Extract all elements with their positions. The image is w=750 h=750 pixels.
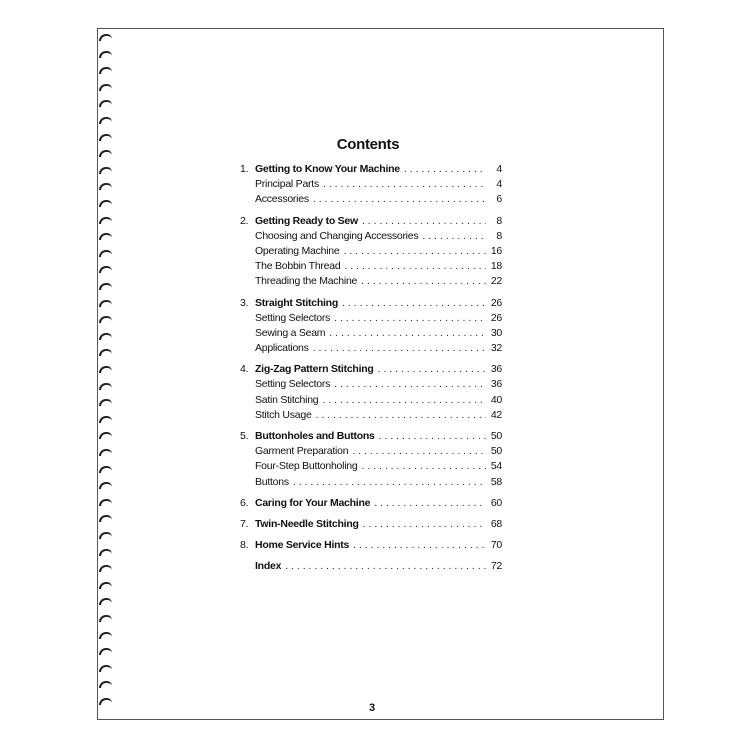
toc-section [240, 363, 502, 424]
entry-page: 40 [490, 393, 502, 406]
section-page: 68 [490, 517, 502, 530]
toc-entry [240, 460, 502, 475]
section-title: Buttonholes and Buttons [255, 430, 375, 442]
binding-ring [99, 681, 112, 688]
toc-section-heading [240, 163, 502, 178]
binding-ring [99, 349, 112, 356]
dot-leader [404, 163, 486, 175]
dot-leader [342, 297, 486, 309]
page-title: Contents [336, 136, 400, 153]
binding-ring [99, 582, 112, 589]
binding-ring [99, 366, 112, 373]
entry-title: The Bobbin Thread [255, 260, 341, 273]
entry-title: Buttons [255, 475, 289, 488]
toc-entry [240, 327, 502, 342]
page-number: 3 [368, 702, 376, 714]
section-title: Index [255, 560, 282, 573]
dot-leader [293, 476, 486, 488]
binding-ring [99, 316, 112, 323]
binding-ring [99, 665, 112, 672]
section-title: Getting to Know Your Machine [255, 163, 400, 175]
toc-section-heading [240, 518, 502, 533]
entry-title: Stitch Usage [255, 408, 312, 421]
binding-ring [99, 183, 112, 190]
binding-ring [99, 200, 112, 207]
toc-section-heading [240, 215, 502, 230]
binding-ring [99, 266, 112, 273]
dot-leader [323, 178, 486, 190]
section-page: 50 [490, 430, 502, 442]
dot-leader [378, 363, 486, 375]
section-page: 60 [490, 496, 502, 509]
binding-ring [99, 84, 112, 91]
section-number: 3. [240, 296, 249, 309]
section-number: 8. [240, 539, 249, 552]
section-page: 72 [490, 560, 502, 573]
toc-entry [240, 409, 502, 424]
toc-section [240, 560, 502, 575]
toc-section-heading [240, 497, 502, 512]
section-title: Zig-Zag Pattern Stitching [255, 363, 374, 376]
entry-page: 6 [496, 193, 502, 206]
section-number: 7. [240, 517, 249, 530]
toc-entry [240, 275, 502, 290]
binding-ring [99, 67, 112, 74]
section-page: 8 [496, 214, 502, 227]
binding-ring [99, 416, 112, 423]
toc-entry [240, 342, 502, 357]
entry-title: Sewing a Seam [255, 326, 326, 339]
entry-title: Satin Stitching [255, 393, 319, 406]
binding-ring [99, 117, 112, 124]
dot-leader [422, 230, 486, 242]
binding-ring [99, 134, 112, 141]
binding-ring [99, 283, 112, 290]
binding-ring [99, 399, 112, 406]
binding-ring [99, 100, 112, 107]
toc-section-heading [240, 560, 502, 575]
binding-ring [99, 217, 112, 224]
section-page: 4 [496, 163, 502, 175]
binding-ring [99, 150, 112, 157]
section-number: 5. [240, 430, 249, 442]
entry-page: 22 [490, 275, 502, 288]
entry-page: 4 [496, 178, 502, 191]
entry-title: Threading the Machine [255, 275, 358, 288]
binding-ring [99, 698, 112, 705]
binding-ring [99, 549, 112, 556]
binding-ring [99, 648, 112, 655]
entry-title: Four-Step Buttonholing [255, 460, 358, 473]
binding-ring [99, 167, 112, 174]
toc-entry [240, 178, 502, 193]
entry-page: 16 [490, 244, 502, 257]
dot-leader [361, 460, 486, 472]
dot-leader [343, 245, 486, 257]
binding-ring [99, 565, 112, 572]
entry-title: Choosing and Changing Accessories [255, 229, 419, 242]
section-page: 36 [490, 363, 502, 376]
toc-entry [240, 230, 502, 245]
section-page: 26 [490, 296, 502, 309]
section-title: Getting Ready to Sew [255, 214, 358, 227]
dot-leader [361, 275, 486, 287]
binding-ring [99, 615, 112, 622]
entry-page: 26 [490, 311, 502, 324]
entry-title: Accessories [255, 193, 309, 206]
dot-leader [285, 560, 486, 572]
spiral-binding [99, 30, 121, 718]
entry-page: 30 [490, 326, 502, 339]
toc-section [240, 430, 502, 491]
toc-section-heading [240, 539, 502, 554]
section-title: Twin-Needle Stitching [255, 517, 359, 530]
dot-leader [353, 539, 486, 551]
binding-ring [99, 482, 112, 489]
binding-ring [99, 300, 112, 307]
dot-leader [334, 378, 486, 390]
entry-page: 32 [490, 342, 502, 355]
section-page: 70 [490, 539, 502, 552]
toc-entry [240, 260, 502, 275]
toc-section-heading [240, 297, 502, 312]
entry-title: Garment Preparation [255, 445, 349, 458]
entry-title: Setting Selectors [255, 311, 331, 324]
toc-entry [240, 445, 502, 460]
toc-entry [240, 245, 502, 260]
dot-leader [322, 394, 486, 406]
binding-ring [99, 233, 112, 240]
entry-title: Principal Parts [255, 178, 319, 191]
binding-ring [99, 515, 112, 522]
dot-leader [313, 342, 486, 354]
entry-page: 58 [490, 475, 502, 488]
dot-leader [352, 445, 486, 457]
entry-page: 8 [496, 229, 502, 242]
dot-leader [379, 430, 486, 442]
section-title: Straight Stitching [255, 296, 338, 309]
toc-section [240, 497, 502, 512]
binding-ring [99, 34, 112, 41]
binding-ring [99, 499, 112, 506]
entry-title: Operating Machine [255, 244, 340, 257]
section-number: 6. [240, 496, 249, 509]
dot-leader [363, 518, 486, 530]
binding-ring [99, 383, 112, 390]
toc-section [240, 163, 502, 209]
entry-title: Setting Selectors [255, 378, 331, 391]
toc-entry [240, 378, 502, 393]
dot-leader [329, 327, 486, 339]
section-title: Caring for Your Machine [255, 496, 371, 509]
binding-ring [99, 632, 112, 639]
section-number: 4. [240, 363, 249, 376]
binding-ring [99, 250, 112, 257]
toc-entry [240, 312, 502, 327]
binding-ring [99, 532, 112, 539]
section-number: 2. [240, 214, 249, 227]
binding-ring [99, 432, 112, 439]
dot-leader [344, 260, 486, 272]
toc-entry [240, 394, 502, 409]
entry-page: 54 [490, 460, 502, 473]
dot-leader [334, 312, 486, 324]
entry-page: 42 [490, 408, 502, 421]
toc-section-heading [240, 430, 502, 445]
entry-title: Applications [255, 342, 309, 355]
toc-section [240, 518, 502, 533]
toc-section [240, 539, 502, 554]
table-of-contents [240, 163, 502, 582]
binding-ring [99, 333, 112, 340]
binding-ring [99, 449, 112, 456]
toc-section [240, 215, 502, 291]
toc-entry [240, 193, 502, 208]
binding-ring [99, 51, 112, 58]
toc-section [240, 297, 502, 358]
dot-leader [374, 497, 486, 509]
section-title: Home Service Hints [255, 539, 350, 552]
toc-entry [240, 476, 502, 491]
dot-leader [316, 409, 486, 421]
entry-page: 50 [490, 445, 502, 458]
binding-ring [99, 598, 112, 605]
entry-page: 36 [490, 378, 502, 391]
dot-leader [362, 215, 486, 227]
binding-ring [99, 466, 112, 473]
section-number: 1. [240, 163, 249, 175]
toc-section-heading [240, 363, 502, 378]
entry-page: 18 [490, 260, 502, 273]
dot-leader [313, 193, 486, 205]
